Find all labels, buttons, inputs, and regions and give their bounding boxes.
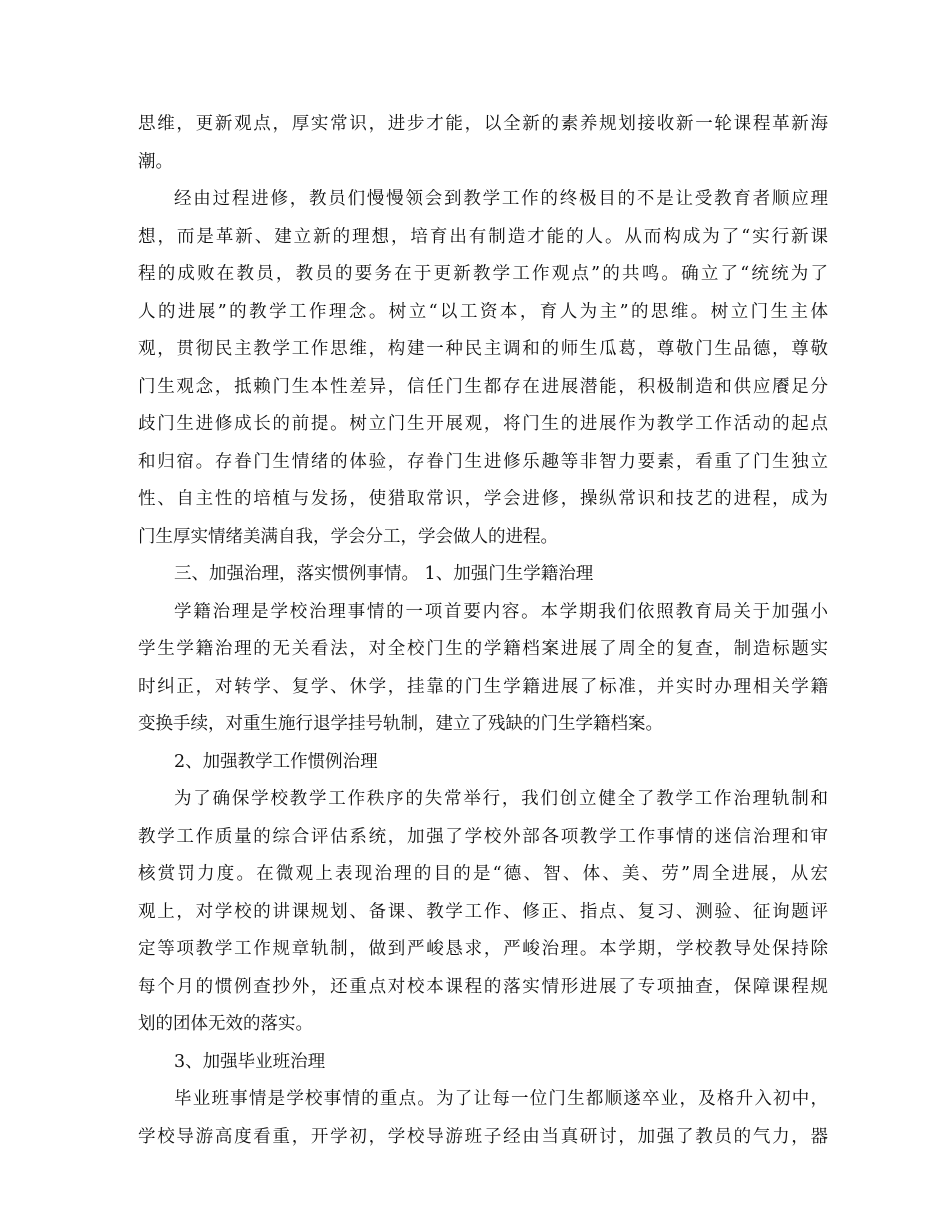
paragraph-start-line: 经由过程进修，教员们慢慢领会到教学工作的终极目的不是让受教育者顺应理 — [174, 189, 828, 209]
text-line: 思维，更新观点，厚实常识，进步才能，以全新的素养规划接收新一轮课程革新海 — [138, 114, 828, 134]
text-line: 变换手续，对重生施行退学挂号轨制，建立了残缺的门生学籍档案。 — [138, 714, 663, 734]
text-line: 程的成败在教员，教员的要务在于更新教学工作观点”的共鸣。确立了“统统为了 — [138, 264, 828, 284]
text-line: 人的进展”的教学工作理念。树立“以工资本，育人为主”的思维。树立门生主体 — [138, 301, 828, 322]
text-line: 学校导游高度看重，开学初，学校导游班子经由当真研讨，加强了教员的气力，器 — [138, 1126, 828, 1147]
text-line: 观上，对学校的讲课规划、备课、教学工作、修正、指点、复习、测验、征询题评 — [138, 901, 828, 922]
text-line: 门生观念，抵赖门生本性差异，信任门生都存在进展潜能，积极制造和供应餍足分 — [138, 376, 828, 397]
text-line: 门生厚实情绪美满自我，学会分工，学会做人的进程。 — [138, 526, 558, 547]
text-line: 划的团体无效的落实。 — [138, 1014, 313, 1034]
text-line: 定等项教学工作规章轨制，做到严峻恳求，严峻治理。本学期，学校教导处保持除 — [138, 939, 828, 959]
paragraph-start-line: 毕业班事情是学校事情的重点。为了让每一位门生都顺遂卒业，及格升入初中， — [174, 1089, 828, 1109]
text-line: 观，贯彻民主教学工作思维，构建一种民主调和的师生瓜葛，尊敬门生品德，尊敬 — [138, 339, 828, 359]
text-line: 学生学籍治理的无关看法，对全校门生的学籍档案进展了周全的复查，制造标题实 — [138, 639, 828, 659]
paragraph-start-line: 为了确保学校教学工作秩序的失常举行，我们创立健全了教学工作治理轨制和 — [174, 789, 828, 809]
text-line: 性、自主性的培植与发扬，使猎取常识，学会进修，操纵常识和技艺的进程，成为 — [138, 489, 828, 509]
section-heading: 三、加强治理，落实惯例事情。 1、加强门生学籍治理 — [174, 564, 594, 584]
text-line: 教学工作质量的综合评估系统，加强了学校外部各项教学工作事情的迷信治理和审 — [138, 826, 828, 847]
text-line: 想，而是革新、建立新的理想，培育出有制造才能的人。从而构成为了“实行新课 — [138, 226, 828, 247]
text-line: 歧门生进修成长的前提。树立门生开展观，将门生的进展作为教学工作活动的起点 — [138, 414, 828, 434]
text-line: 每个月的惯例查抄外，还重点对校本课程的落实情形进展了专项抽查，保障课程规 — [138, 976, 828, 997]
document-body — [138, 106, 828, 1156]
text-line: 时纠正，对转学、复学、休学，挂靠的门生学籍进展了标准，并实时办理相关学籍 — [138, 676, 828, 697]
paragraph-start-line: 学籍治理是学校治理事情的一项首要内容。本学期我们依照教育局关于加强小 — [174, 601, 828, 622]
text-line: 潮。 — [138, 151, 173, 172]
text-line: 核赏罚力度。在微观上表现治理的目的是“德、智、体、美、劳”周全进展，从宏 — [138, 864, 828, 884]
subsection-heading: 2、加强教学工作惯例治理 — [174, 751, 378, 772]
subsection-heading: 3、加强毕业班治理 — [174, 1051, 326, 1072]
text-line: 和归宿。存眷门生情绪的体验，存眷门生进修乐趣等非智力要素，看重了门生独立 — [138, 451, 828, 472]
